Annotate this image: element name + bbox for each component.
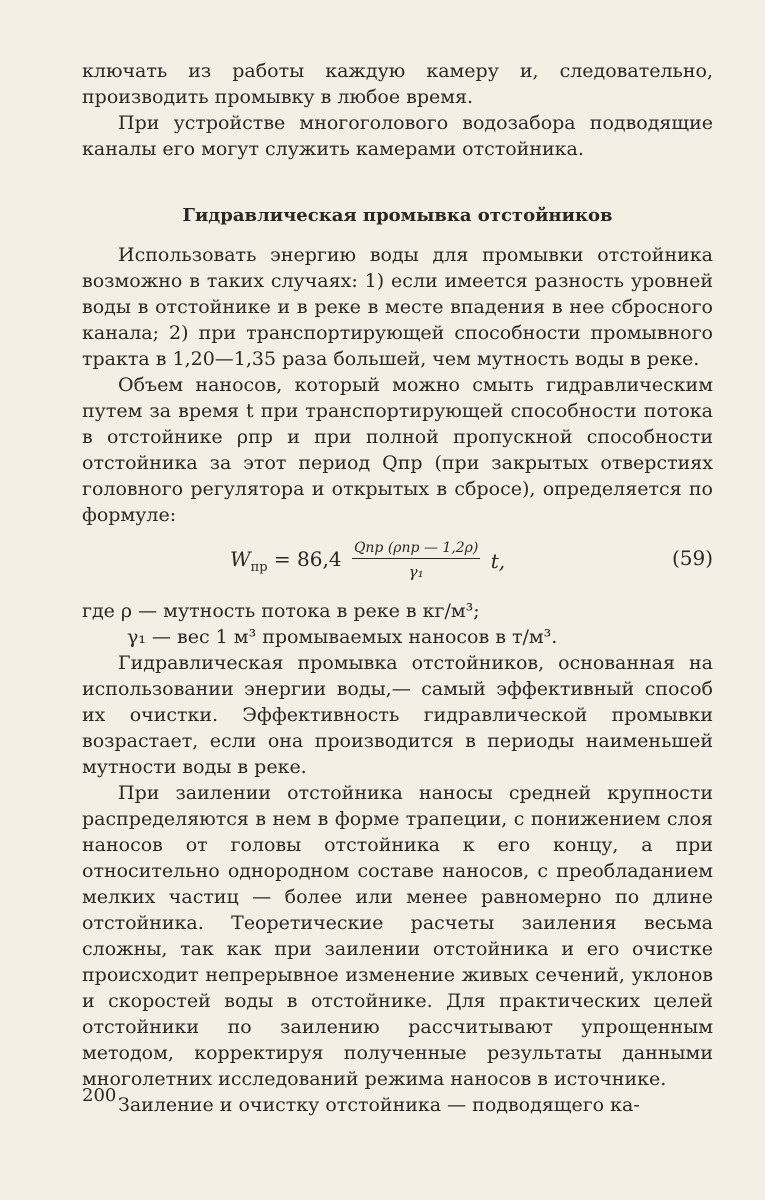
equation-number: (59) — [671, 546, 713, 570]
paragraph-hydraulic-flushing: Гидравлическая промывка отстойников, основанная на использовании энергии воды,— самый эффективный способ их очистки. Эффективность гидравлической промывки возрастает, если она производится в периоды наименьшей мутности воды в реке. — [82, 652, 713, 778]
definition-rho: где ρ — мутность потока в реке в кг/м³; — [82, 600, 480, 622]
section-heading: Гидравлическая промывка отстойников — [182, 205, 613, 226]
paragraph-energy-use: Использовать энергию воды для промывки отстойника возможно в таких случаях: 1) если имеется разность уровней воды в отстойнике и в реке в месте впадения в нее сбросного канала; 2) при транспортирующей способности промывного тракта в 1,20—1,35 раза большей, чем мутность воды в реке. — [82, 244, 713, 370]
definition-gamma: γ₁ — вес 1 м³ промываемых наносов в т/м³. — [127, 626, 558, 648]
formula-expression — [230, 540, 505, 581]
formula-rhs: t, — [490, 548, 506, 573]
paragraph-multihead-intake: При устройстве многоголового водозабора подводящие каналы его могут служить камерами отстойника. — [82, 112, 713, 160]
formula-numerator: Qпр (ρпр — 1,2ρ) — [352, 540, 480, 559]
formula-denominator: γ₁ — [408, 563, 424, 581]
paragraph-siltation: При заилении отстойника наносы средней крупности распределяются в нем в форме трапеции, с понижением слоя наносов от головы отстойника к его концу, а при относительно однородном составе наносов, с преобладанием мелких частиц — более или менее равномерно по длине отстойника. Теоретические расчеты заиления весьма сложны, так как при заилении отстойника и его очистке происходит непрерывное изменение живых сечений, уклонов и скоростей воды в отстойнике. Для практических целей отстойники по заилению рассчитывают упрощенным методом, корректируя полученные результаты данными многолетних исследований режима наносов в источнике. — [82, 782, 713, 1090]
paragraph-volume-formula-intro: Объем наносов, который можно смыть гидравлическим путем за время t при транспортирующей способности потока в отстойнике ρпр и при полной пропускной способности отстойника за этот период Qпр (при закрытых отверстиях головного регулятора и открытых в сбросе), определяется по формуле: — [82, 374, 713, 526]
formula-fraction — [352, 540, 480, 581]
formula-lhs: $W_{пр} = 86,4$ — [230, 546, 342, 575]
paragraph-final: Заиление и очистку отстойника — подводящего ка- — [118, 1094, 640, 1116]
paragraph-continuation: ключать из работы каждую камеру и, следовательно, производить промывку в любое время. — [82, 60, 713, 108]
page-number: 200 — [82, 1085, 117, 1106]
formula-59 — [82, 536, 713, 594]
